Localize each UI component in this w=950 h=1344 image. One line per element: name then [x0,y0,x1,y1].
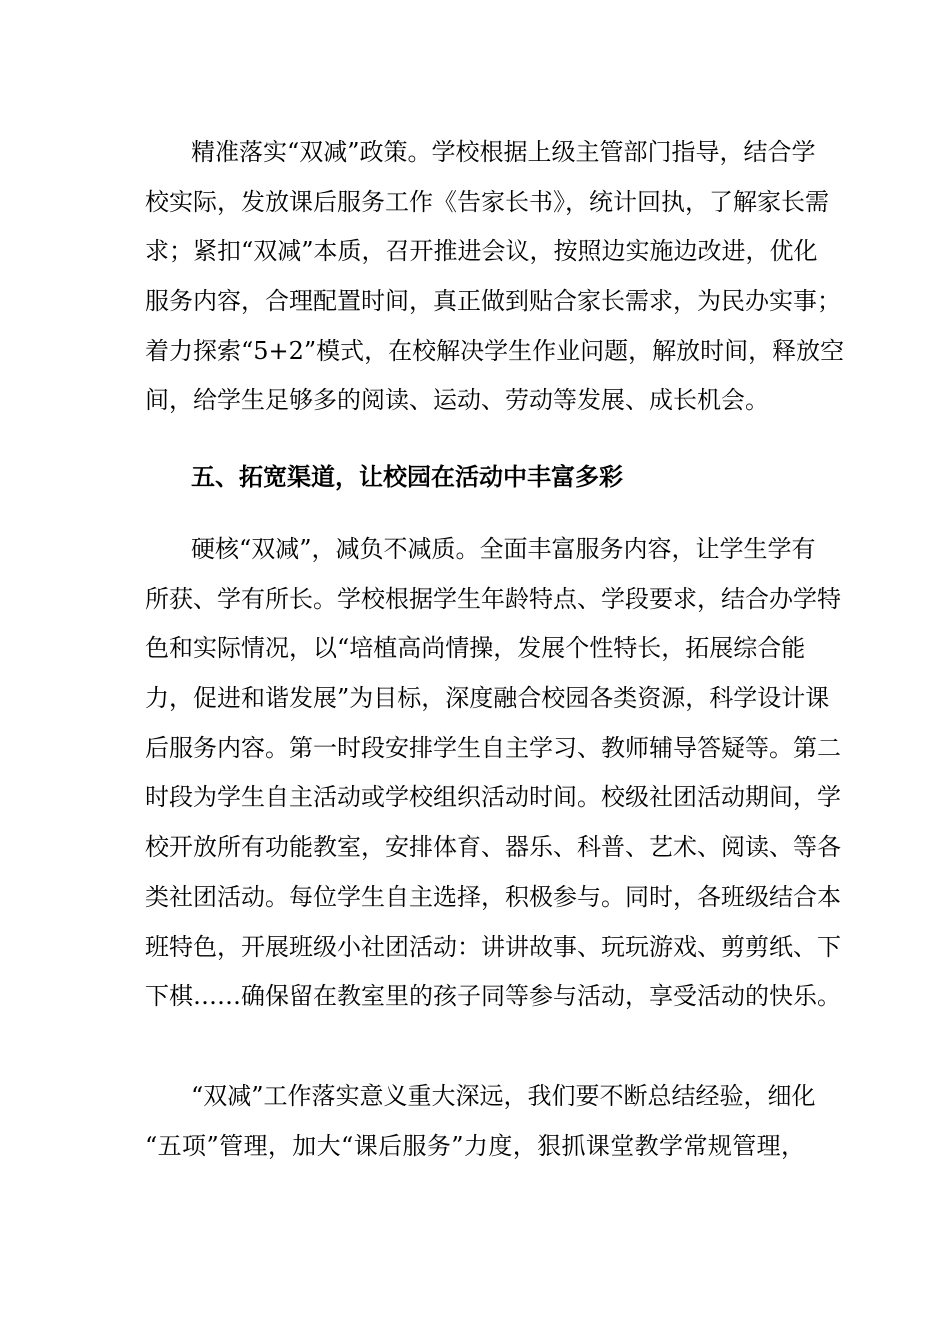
paragraph-double-reduction-policy [145,128,845,426]
paragraph-line: “五项”管理，加大“课后服务”力度，狠抓课堂教学常规管理， [145,1131,805,1160]
paragraph-line: 后服务内容。第一时段安排学生自主学习、教师辅导答疑等。第二 [145,733,841,762]
paragraph-line: 时段为学生自主活动或学校组织活动时间。校级社团活动期间，学 [145,783,841,812]
paragraph-line: 色和实际情况，以“培植高尚情操，发展个性特长，拓展综合能 [145,634,806,663]
paragraph-line: 校开放所有功能教室，安排体育、器乐、科普、艺术、阅读、等各 [145,833,841,862]
paragraph-line: 下棋……确保留在教室里的孩子同等参与活动，享受活动的快乐。 [145,982,841,1011]
paragraph-line: 所获、学有所长。学校根据学生年龄特点、学段要求，结合办学特 [145,584,841,613]
paragraph-line: 着力探索“5+2”模式，在校解决学生作业问题，解放时间，释放空 [145,336,845,365]
paragraph-line: “双减”工作落实意义重大深远，我们要不断总结经验，细化 [191,1082,816,1110]
paragraph-line: 硬核“双减”，减负不减质。全面丰富服务内容，让学生学有 [191,535,816,563]
paragraph-conclusion [145,1072,816,1171]
paragraph-line: 校实际，发放课后服务工作《告家长书》，统计回执，了解家长需 [145,187,829,216]
paragraph-line: 精准落实“双减”政策。学校根据上级主管部门指导，结合学 [191,138,816,166]
paragraph-activities [145,525,841,1022]
paragraph-line: 班特色，开展班级小社团活动：讲讲故事、玩玩游戏、剪剪纸、下 [145,932,841,961]
section-heading: 五、拓宽渠道，让校园在活动中丰富多彩 [191,462,623,491]
paragraph-line: 服务内容，合理配置时间，真正做到贴合家长需求，为民办实事； [145,287,841,316]
paragraph-line: 间，给学生足够多的阅读、运动、劳动等发展、成长机会。 [145,386,769,415]
paragraph-line: 力，促进和谐发展”为目标，深度融合校园各类资源，科学设计课 [145,684,830,713]
paragraph-line: 类社团活动。每位学生自主选择，积极参与。同时，各班级结合本 [145,882,841,911]
paragraph-line: 求；紧扣“双减”本质，召开推进会议，按照边实施边改进，优化 [145,237,818,266]
